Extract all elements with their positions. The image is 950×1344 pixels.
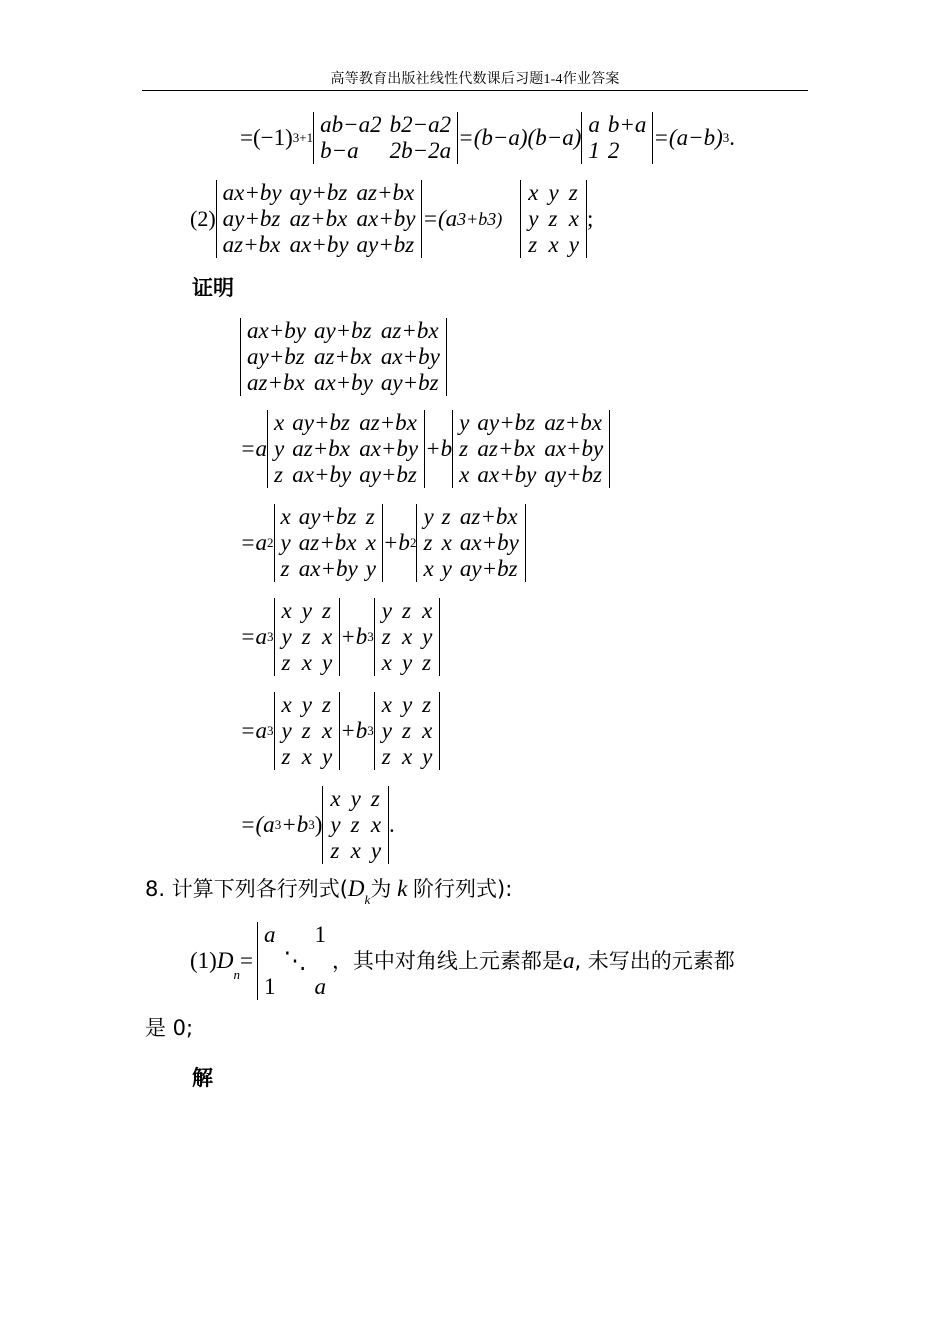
proof-step-0-det [240,318,447,396]
cell: ay+bz [359,462,417,487]
step4-exp2: 3 [367,723,374,738]
cell: y [381,598,392,623]
step2-plus: +b [382,530,410,555]
page-header: 高等教育出版社线性代数课后习题1-4作业答案 [330,72,620,87]
cell: y [568,232,579,257]
cell: x [365,530,376,555]
eq1-det-b [581,112,653,164]
step3-det-b [374,598,441,676]
cell: z [301,718,311,743]
cell: z [568,180,578,205]
cell: az+bx [477,436,536,461]
cell: x [423,556,434,581]
step3-plus: +b [340,624,368,649]
cell: z [281,744,291,769]
cell: z [321,692,331,717]
cell: x [568,206,579,231]
cell: x [422,718,433,743]
cell: az+bx [222,232,281,257]
cell [260,948,280,974]
proof-label: 证明 [192,276,234,300]
cell: ay+bz [289,180,348,205]
cell: ay+bz [477,410,536,435]
cell: x [274,410,285,435]
eq1-end: . [729,125,736,150]
eq1-det-a [313,112,458,164]
step2-exp2: 2 [409,535,417,550]
cell: y [274,436,285,461]
p8-title-k2: k [397,876,408,901]
cell: y [423,504,434,529]
cell: az+bx [292,436,350,461]
proof-step-4 [240,692,440,770]
cell: z [401,718,411,743]
cell: z [528,232,538,257]
proof-step-0 [240,318,447,396]
cell: y [548,180,559,205]
problem-2 [190,180,593,258]
step4-det-b [374,692,441,770]
cell: 1 [263,974,276,999]
proof-step-2 [240,504,526,582]
cell: a [314,974,326,999]
cell: z [350,812,360,837]
p8-sub1-text3: 是 0; [145,1016,194,1040]
cell: z [370,786,380,811]
cell: y [528,206,539,231]
cell: z [280,556,290,581]
cell: y [280,530,291,555]
eq1-suffix-exp: 3 [722,130,730,145]
step4-det-a [274,692,341,770]
p8-sub1-D: D [216,948,234,973]
cell: x [370,812,382,837]
solution-label: 解 [192,1066,213,1090]
cell: x [401,624,413,649]
p8-sub1-eq: = [239,948,253,973]
cell: y [350,786,361,811]
cell: x [422,598,433,623]
cell: z [459,436,469,461]
problem-2-rhs: 3+b3) [457,209,503,229]
cell: x [281,598,292,623]
step1-plus: +b [425,436,453,461]
cell: y [370,838,382,863]
p8-sub1-det [257,922,332,1000]
cell: y [281,624,292,649]
step4-plus: +b [340,718,368,743]
cell: az+bx [289,206,348,231]
cell: x [381,692,392,717]
cell: ax+by [298,556,358,581]
cell: 2 [607,138,620,163]
step3-det-a [274,598,341,676]
cell: z [365,504,375,529]
p8-title-mid: 为 [370,877,392,901]
cell: 1 [588,138,600,163]
cell: ax+by [313,370,373,395]
step5-mid: +b [281,812,309,837]
cell: y [422,624,433,649]
cell: x [548,232,559,257]
cell: z [423,530,433,555]
cell: ay+bz [298,504,357,529]
p8-sub1-text1: ，其中对角线上元素都是 [331,949,563,973]
cell: z [321,598,331,623]
cell: x [330,786,341,811]
cell: ax+by [289,232,349,257]
cell: ay+bz [247,344,305,369]
p8-title-suffix: 阶行列式): [413,877,513,901]
cell [279,974,310,1000]
cell: ay+bz [313,318,372,343]
eq1-mid: =(b−a)(b−a) [458,125,582,150]
cell [310,948,330,974]
cell: x [301,744,312,769]
cell: ay+bz [356,232,415,257]
cell: az+bx [544,410,602,435]
cell: z [441,504,451,529]
problem-2-eq: =(a [422,206,458,231]
eq1-exp: 3+1 [292,130,314,145]
cell: ay+bz [292,410,350,435]
cell: y [301,598,312,623]
step5-exp2: 3 [308,817,315,832]
cell: z [422,650,432,675]
cell: ax+by [477,462,537,487]
cell: ay+bz [222,206,281,231]
cell: z [330,838,340,863]
cell: y [330,812,341,837]
cell: y [459,410,470,435]
step3-eq: =a [240,624,268,649]
cell: x [381,650,392,675]
problem-2-det-rhs [520,180,587,258]
cell: ax+by [247,318,306,343]
problem-2-end: ; [586,206,594,231]
cell: b−a [320,138,359,163]
p8-sub1-a: a [562,948,575,973]
cell: b2−a2 [389,112,452,137]
cell: x [401,744,413,769]
cell: x [321,624,333,649]
cell: az+bx [247,370,305,395]
cell: y [321,744,333,769]
cell: x [528,180,539,205]
cell: ax+by [459,530,519,555]
p8-title-prefix: 8. 计算下列各行列式( [145,877,348,901]
cell: x [459,462,470,487]
cell: ay+bz [544,462,602,487]
equation-line-1 [240,112,735,164]
cell: z [401,598,411,623]
cell: az+bx [380,318,439,343]
cell: y [381,718,392,743]
cell: ax+by [222,180,282,205]
cell: x [321,718,333,743]
step2-exp: 2 [267,535,274,550]
cell: ax+by [292,462,352,487]
step2-det-a [274,504,383,582]
p8-sub1-label: (1) [190,948,217,973]
step2-eq: =a [240,530,268,555]
step1-det-a [267,410,425,488]
problem-8-sub-1 [190,922,735,1000]
cell: 1 [314,922,326,947]
cell: 2b−2a [389,138,452,163]
p8-sub1-text2: , 未写出的元素都 [574,949,735,973]
cell: ax+by [359,436,419,461]
problem-2-det [216,180,423,258]
cell: y [281,718,292,743]
cell: z [548,206,558,231]
cell: y [401,692,413,717]
step5-exp: 3 [274,817,282,832]
p8-sub1-n: n [233,967,240,982]
eq1-suffix: =(a−b) [653,125,723,150]
cell: z [301,624,311,649]
cell: x [441,530,452,555]
p8-title-k: k [364,892,371,907]
proof-step-3 [240,598,440,676]
cell: x [350,838,361,863]
cell: az+bx [298,530,357,555]
eq1-prefix: =(−1) [240,125,293,150]
step3-exp: 3 [267,629,274,644]
cell: ay+bz [459,556,518,581]
step5-det [322,786,389,864]
cell: ax+by [380,344,440,369]
step3-exp2: 3 [367,629,374,644]
cell: a [588,112,600,137]
cell: az+bx [459,504,518,529]
step1-det-b [452,410,610,488]
cell: ax+by [544,436,604,461]
cell: ay+bz [380,370,439,395]
cell [279,922,310,948]
cell: z [381,624,391,649]
cell: y [422,744,433,769]
proof-step-5 [240,786,395,864]
step4-exp: 3 [267,723,274,738]
header-rule [142,90,808,91]
cell: z [274,462,283,487]
cell: a [263,922,276,947]
cell: b+a [607,112,647,137]
problem-8-title [145,876,513,907]
cell: ax+by [356,206,416,231]
cell: z [381,744,391,769]
cell: az+bx [359,410,417,435]
p8-title-D: D [347,876,365,901]
step5-close: ) [314,812,323,837]
cell: y [441,556,452,581]
cell: ⋱ [283,948,307,973]
cell: x [281,692,292,717]
step5-eq: =(a [240,812,275,837]
cell: x [280,504,291,529]
cell: x [301,650,312,675]
cell: z [281,650,291,675]
proof-step-1 [240,410,610,488]
step1-eq: =a [240,436,268,461]
cell: y [365,556,376,581]
step4-eq: =a [240,718,268,743]
cell: y [401,650,413,675]
cell: y [301,692,312,717]
cell: z [422,692,432,717]
cell: ab−a2 [320,112,382,137]
step5-end: . [389,812,395,837]
cell: az+bx [356,180,415,205]
cell: az+bx [313,344,372,369]
problem-2-label: (2) [190,206,216,231]
step2-det-b [416,504,525,582]
cell: y [321,650,333,675]
